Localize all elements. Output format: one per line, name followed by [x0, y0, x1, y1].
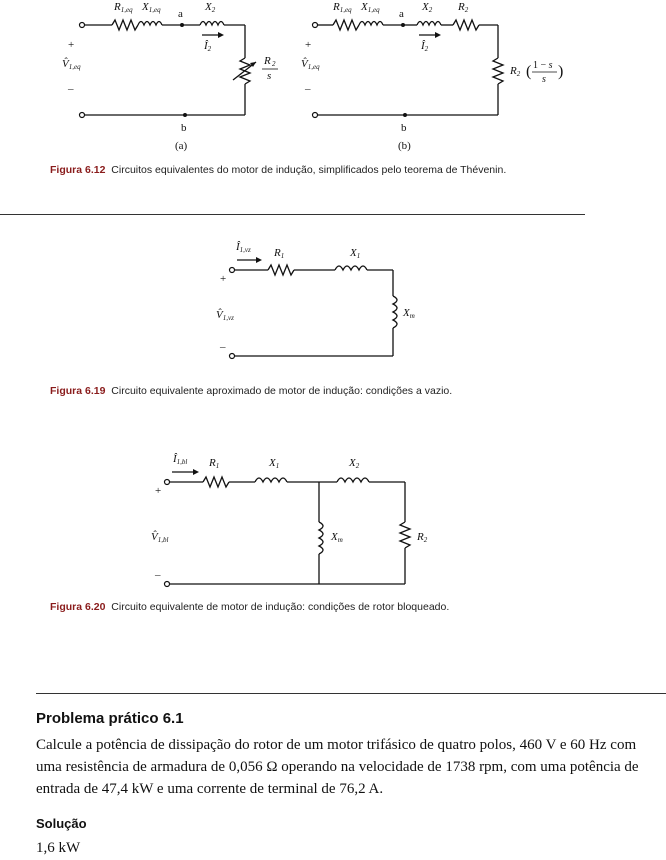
svg-text:1 − s: 1 − s [533, 60, 553, 71]
svg-text:a: a [178, 8, 183, 20]
svg-text:+: + [305, 39, 312, 51]
figure-6-12-caption [50, 163, 570, 177]
solution-value: 1,6 kW [36, 840, 81, 856]
svg-text:X1: X1 [350, 247, 361, 260]
figure-6-12-number: Figura 6.12 [50, 164, 106, 176]
svg-text:b: b [401, 122, 407, 134]
svg-text:V̂1,bl: V̂1,bl [151, 531, 169, 544]
svg-text:V̂1,eq: V̂1,eq [301, 58, 320, 71]
svg-text:R2: R2 [458, 1, 469, 14]
section-divider-problem [36, 693, 666, 694]
svg-text:Î1,bl: Î1,bl [173, 453, 188, 466]
svg-text:X1,eq: X1,eq [142, 1, 161, 14]
svg-text:Î2: Î2 [204, 40, 212, 53]
svg-text:R1,eq: R1,eq [333, 1, 352, 14]
figure-6-12a-label: (a) [175, 140, 188, 152]
svg-text:+: + [68, 39, 75, 51]
solution-heading: Solução [36, 816, 87, 831]
svg-text:X1: X1 [269, 457, 280, 470]
svg-text:–: – [155, 569, 161, 581]
svg-text:–: – [305, 83, 311, 95]
figure-6-20-caption [50, 600, 610, 614]
svg-text:X2: X2 [349, 457, 360, 470]
svg-text:X2: X2 [422, 1, 433, 14]
svg-text:R: R [264, 55, 271, 67]
figure-6-12b-circuit [295, 0, 595, 155]
svg-text:X2: X2 [205, 1, 216, 14]
svg-text:s: s [267, 70, 272, 82]
svg-text:): ) [558, 63, 564, 80]
svg-text:–: – [220, 341, 226, 353]
svg-text:R2: R2 [417, 531, 428, 544]
svg-text:s: s [542, 74, 546, 85]
svg-text:X1,eq: X1,eq [361, 1, 380, 14]
svg-text:R1: R1 [274, 247, 285, 260]
svg-text:Î1,vz: Î1,vz [236, 241, 251, 254]
problem-body: Calcule a potência de dissipação do rotor de um motor trifásico de quatro polos, 460 V e 60 Hz com uma resistência de armadura de 0,056 Ω operando na velocidade de 1738 rpm, com uma potência de entrada de 47,4 kW e uma corrente de terminal de 76,2 A. [36, 737, 639, 797]
svg-text:R2: R2 [510, 65, 521, 78]
svg-text:Î2: Î2 [421, 40, 429, 53]
svg-text:+: + [155, 485, 162, 497]
figure-6-19-number: Figura 6.19 [50, 385, 106, 397]
figure-6-20-text: Circuito equivalente de motor de indução: condições de rotor bloqueado. [111, 601, 450, 613]
problem-title: Problema prático 6.1 [36, 710, 184, 727]
svg-text:–: – [68, 83, 74, 95]
svg-text:V̂1,eq: V̂1,eq [62, 58, 81, 71]
figure-6-12b-label: (b) [398, 140, 411, 152]
figure-6-12-text: Circuitos equivalentes do motor de indução, simplificados pelo teorema de Thévenin. [111, 164, 507, 176]
figure-6-19-caption [50, 384, 590, 398]
section-divider-top [0, 214, 585, 215]
figure-6-19-text: Circuito equivalente aproximado de motor de indução: condições a vazio. [111, 385, 453, 397]
svg-text:Xm: Xm [403, 307, 415, 320]
svg-text:2: 2 [272, 60, 276, 68]
figure-6-20-number: Figura 6.20 [50, 601, 106, 613]
svg-text:(: ( [526, 63, 532, 80]
svg-text:+: + [220, 273, 227, 285]
svg-text:V̂1,vz: V̂1,vz [216, 309, 234, 322]
svg-text:R1,eq: R1,eq [114, 1, 133, 14]
svg-text:R1: R1 [209, 457, 220, 470]
figure-6-20-circuit [145, 452, 465, 592]
figure-6-19-circuit [210, 238, 440, 363]
svg-text:Xm: Xm [331, 531, 343, 544]
svg-text:b: b [181, 122, 187, 134]
svg-text:a: a [399, 8, 404, 20]
